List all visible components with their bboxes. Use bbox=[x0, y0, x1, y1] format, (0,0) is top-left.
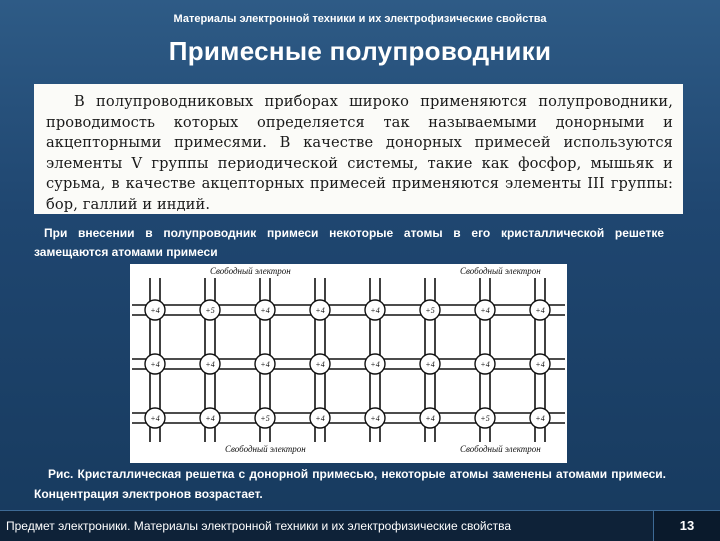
crystal-lattice-figure bbox=[130, 264, 567, 463]
scanned-paragraph: В полупроводниковых приборах широко применяются полупроводники, проводимость которых определяется так называемыми донорными и акцепторными примесями. В качестве донорных примесей используются элементы V группы периодической системы, такие как фосфор, мышьяк и сурьма, в качестве акцепторных примесей применяются элементы III группы: бор, галлий и индий. bbox=[46, 93, 673, 213]
free-electron-label: Свободный электрон bbox=[225, 444, 306, 454]
atom-charge: +4 bbox=[480, 306, 490, 315]
footer-bar bbox=[0, 510, 720, 541]
atom-charge: +4 bbox=[535, 306, 545, 315]
free-electron-label: Свободный электрон bbox=[460, 444, 541, 454]
slide-title: Примесные полупроводники bbox=[168, 36, 552, 66]
atom-charge: +4 bbox=[260, 306, 270, 315]
atom-charge: +4 bbox=[480, 360, 490, 369]
atom-charge: +4 bbox=[150, 360, 160, 369]
atom-charge: +4 bbox=[315, 306, 325, 315]
atom-charge: +5 bbox=[480, 414, 490, 423]
atom-charge: +4 bbox=[205, 360, 215, 369]
free-electron-label: Свободный электрон bbox=[460, 266, 541, 276]
atom-charge: +5 bbox=[205, 306, 215, 315]
page-number: 13 bbox=[653, 511, 720, 541]
free-electron-label: Свободный электрон bbox=[210, 266, 291, 276]
atom-charge: +4 bbox=[150, 414, 160, 423]
atom-charge: +4 bbox=[205, 414, 215, 423]
lattice-diagram bbox=[130, 264, 567, 463]
atom-charge: +4 bbox=[150, 306, 160, 315]
atom-charge: +4 bbox=[425, 360, 435, 369]
lattice-bonds bbox=[132, 278, 565, 442]
figure-caption: Рис. Кристаллическая решетка с донорной примесью, некоторые атомы заменены атомами примеси. Концентрация электронов возрастает. bbox=[34, 467, 666, 501]
atom-charge: +5 bbox=[260, 414, 270, 423]
atom-charge: +4 bbox=[370, 306, 380, 315]
atom-charge: +4 bbox=[425, 414, 435, 423]
scanned-text-panel bbox=[34, 84, 683, 214]
atom-charge: +4 bbox=[370, 414, 380, 423]
atom-charge: +4 bbox=[535, 360, 545, 369]
footer-text: Предмет электроники. Материалы электронной техники и их электрофизические свойства bbox=[6, 519, 512, 533]
subject-header: Материалы электронной техники и их электрофизические свойства bbox=[173, 13, 547, 25]
atom-charge: +4 bbox=[315, 360, 325, 369]
atom-charge: +4 bbox=[535, 414, 545, 423]
atom-charge: +5 bbox=[425, 306, 435, 315]
lattice-atoms bbox=[145, 300, 550, 428]
atom-charge: +4 bbox=[370, 360, 380, 369]
atom-charge: +4 bbox=[315, 414, 325, 423]
atom-charge: +4 bbox=[260, 360, 270, 369]
intro-text: При внесении в полупроводник примеси некоторые атомы в его кристаллической решетке замещаются атомами примеси bbox=[34, 226, 664, 259]
